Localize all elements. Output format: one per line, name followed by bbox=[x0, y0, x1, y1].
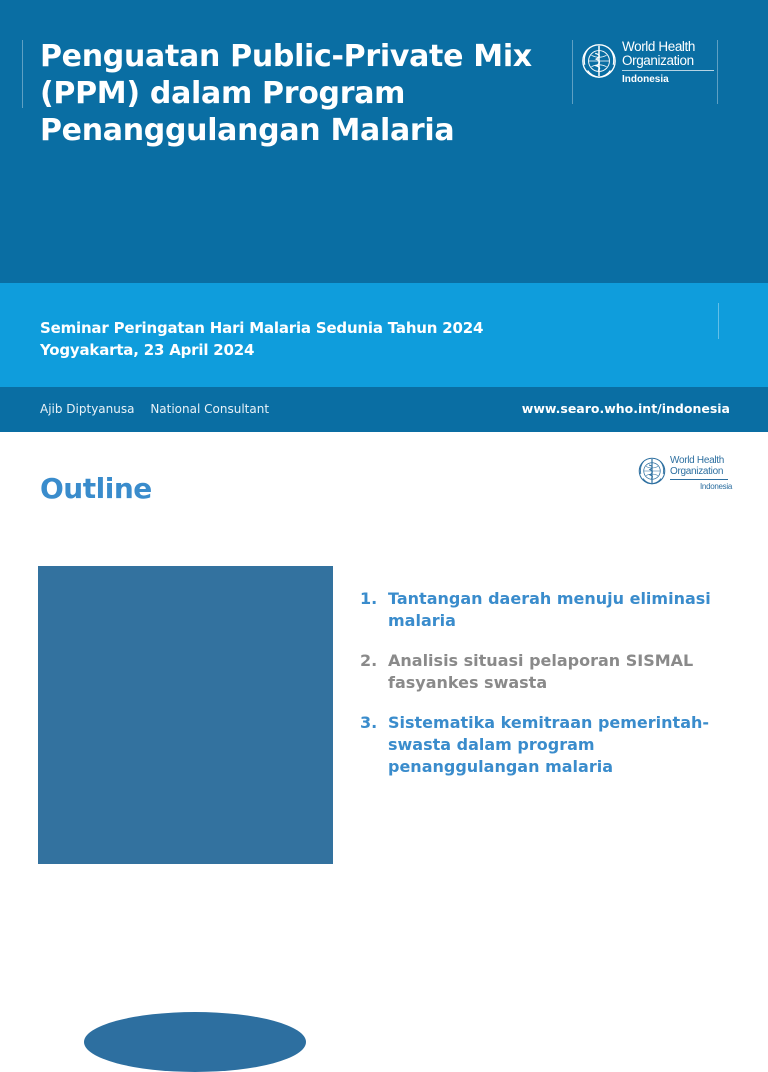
presenter-role: National Consultant bbox=[150, 402, 270, 416]
who-logo-text bbox=[622, 40, 714, 86]
outline-item-text: Tantangan daerah menuju eliminasi malaria bbox=[388, 589, 711, 630]
seminar-place-date: Yogyakarta, 23 April 2024 bbox=[40, 341, 255, 359]
who-logo-line2: Organization bbox=[670, 465, 724, 477]
who-emblem-icon bbox=[637, 456, 667, 486]
presenter-info bbox=[40, 402, 269, 417]
outline-item-number: 3. bbox=[360, 713, 378, 732]
outline-image-placeholder bbox=[38, 566, 333, 864]
outline-title: Outline bbox=[40, 472, 152, 505]
who-logo-line1: World Health bbox=[670, 455, 725, 466]
who-logo-text bbox=[670, 456, 732, 491]
title-slide bbox=[0, 0, 768, 432]
who-logo-small bbox=[637, 456, 732, 491]
seminar-name: Seminar Peringatan Hari Malaria Sedunia Tahun 2024 bbox=[40, 319, 484, 337]
outline-item-3 bbox=[360, 712, 730, 778]
outline-item-number: 1. bbox=[360, 589, 378, 608]
outline-item-2 bbox=[360, 650, 730, 694]
title-divider-line bbox=[22, 40, 23, 108]
website-link[interactable]: www.searo.who.int/indonesia bbox=[521, 401, 730, 416]
outline-item-text: Analisis situasi pelaporan SISMAL fasyankes swasta bbox=[388, 651, 694, 692]
who-logo-country: Indonesia bbox=[700, 482, 732, 491]
outline-slide bbox=[0, 432, 768, 1024]
who-logo-rule bbox=[670, 479, 728, 480]
outline-item-number: 2. bbox=[360, 651, 378, 670]
outline-item-text: Sistematika kemitraan pemerintah-swasta dalam program penanggulangan malaria bbox=[388, 713, 710, 776]
next-slide-shape bbox=[84, 1012, 306, 1072]
who-emblem-icon bbox=[580, 42, 618, 80]
outline-list bbox=[360, 588, 730, 796]
outline-item-1 bbox=[360, 588, 730, 632]
seminar-info bbox=[40, 317, 483, 361]
band-divider-line bbox=[718, 303, 719, 339]
who-logo-country: Indonesia bbox=[622, 74, 669, 85]
presenter-name: Ajib Diptyanusa bbox=[40, 402, 135, 416]
who-logo-line1: World Health bbox=[622, 39, 695, 54]
who-logo bbox=[572, 40, 718, 104]
who-logo-line2: Organization bbox=[622, 53, 694, 68]
who-logo-rule bbox=[622, 70, 714, 71]
presentation-title: Penguatan Public-Private Mix (PPM) dalam Program Penanggulangan Malaria bbox=[40, 39, 532, 148]
